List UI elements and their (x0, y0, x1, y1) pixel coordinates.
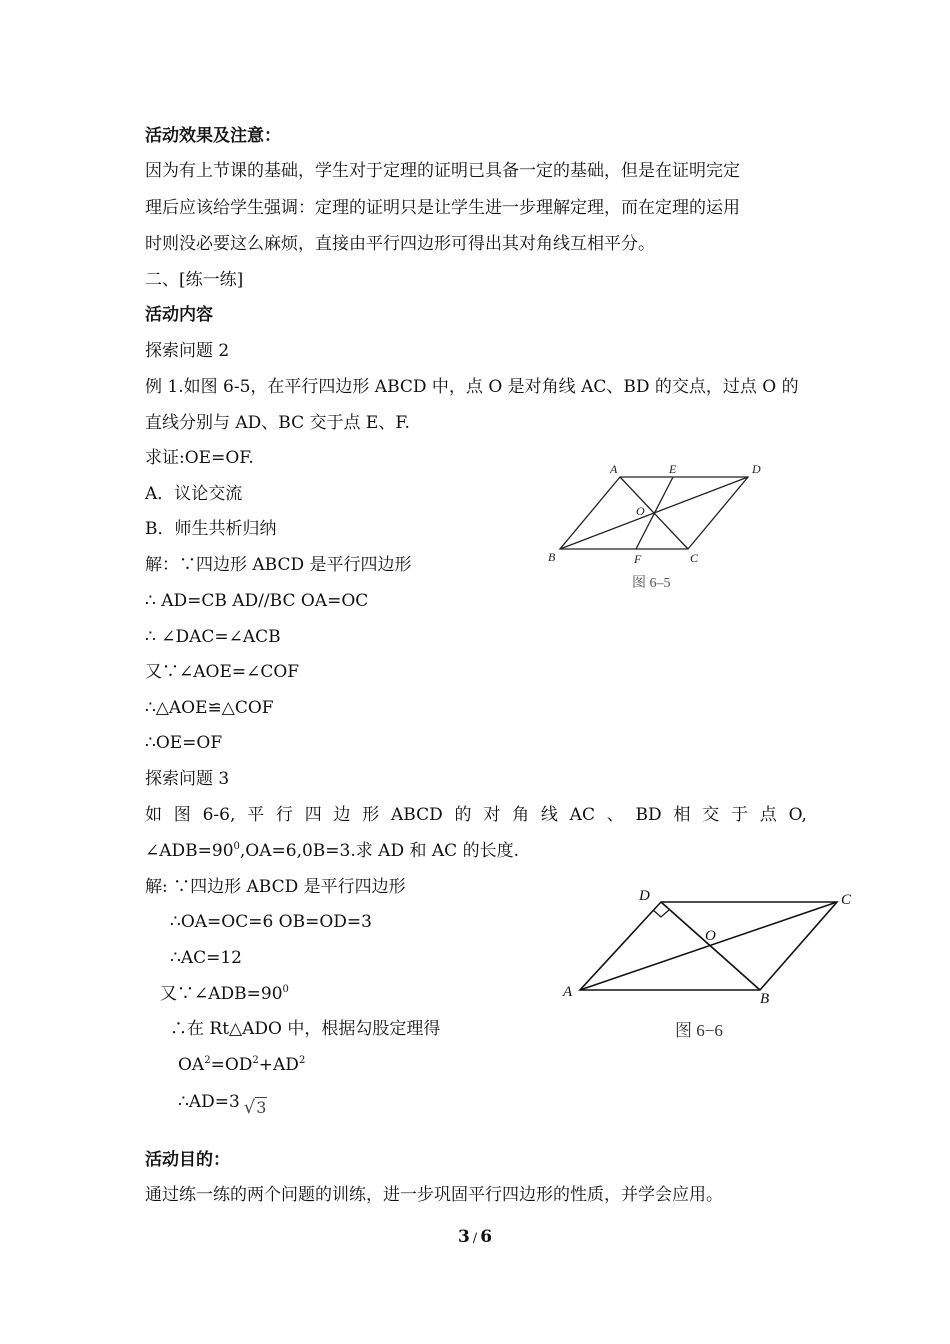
problem-title-3: 探索问题 3 (145, 769, 230, 789)
heading-effect-notes: 活动效果及注意： (145, 126, 281, 146)
label-b: B (760, 991, 770, 1007)
label-f: F (634, 552, 642, 566)
heading-activity-purpose: 活动目的： (145, 1150, 230, 1170)
step-b: B．师生共析归纳 (145, 519, 277, 539)
label-a: A (610, 462, 618, 476)
solution-line: 又$\because\angle ADB=90^0$ (160, 984, 289, 1004)
problem-3-text-cont: $\angle ADB=90^0,OA=6,0B=3$.求 AD 和 AC 的长度. (145, 841, 519, 861)
label-d: D (639, 888, 650, 904)
solution-line: ∴AC=12 (170, 948, 242, 968)
solution-line: ∴△AOE≌△COF (145, 698, 274, 718)
figure-6-5-caption: 图 6–5 (632, 576, 671, 591)
paragraph-line: 因为有上节课的基础，学生对于定理的证明已具备一定的基础，但是在证明完定 (145, 161, 740, 181)
figure-6-5 (540, 455, 780, 599)
problem-3-text: 如 图 6-6, 平 行 四 边 形 ABCD 的 对 角 线 AC 、 BD 相 交 于 点 O, (145, 805, 807, 825)
label-d: D (752, 462, 761, 476)
solution-line: ∴ ∠DAC=∠ACB (145, 627, 281, 647)
example-1-text: 例 1.如图 6-5，在平行四边形 ABCD 中，点 O 是对角线 AC、BD 的交点，过点 O 的 (145, 377, 799, 397)
solution-line: 又∵∠AOE=∠COF (145, 662, 300, 682)
right-angle-mark (653, 910, 669, 917)
label-b: B (548, 550, 556, 564)
paragraph-line: 时则没必要这么麻烦，直接由平行四边形可得出其对角线互相平分。 (145, 234, 655, 254)
label-c: C (690, 551, 699, 565)
label-o: O (636, 504, 645, 518)
solution-line: ∴OA=OC=6 OB=OD=3 (170, 912, 372, 932)
label-o: O (705, 928, 716, 944)
label-e: E (669, 462, 677, 476)
solution-line: ∴OE=OF (145, 733, 223, 753)
step-a: A．议论交流 (145, 484, 243, 504)
solution-line: 解：∵四边形 ABCD 是平行四边形 (145, 555, 412, 575)
example-1-text-cont: 直线分别与 AD、BC 交于点 E、F. (145, 413, 410, 433)
solution-line: 解: ∵四边形 ABCD 是平行四边形 (145, 877, 406, 897)
diagonal-bd (661, 902, 760, 990)
figure-6-6-caption: 图 6−6 (675, 1021, 723, 1040)
pythagoras-equation: $OA^2=OD^2+AD^2$ (178, 1055, 306, 1075)
label-a: A (563, 984, 573, 1000)
page-number: 3 / 6 (457, 1227, 493, 1247)
section-heading-practice: 二、[练一练] (145, 270, 244, 290)
solution-line: ∴ AD=CB AD//BC OA=OC (145, 591, 369, 611)
prove-statement: 求证:OE=OF. (145, 448, 254, 468)
problem-title-2: 探索问题 2 (145, 341, 230, 361)
solution-line: ∴在 Rt△ADO 中，根据勾股定理得 (170, 1019, 441, 1039)
label-c: C (841, 892, 852, 908)
figure-6-5-diagram (540, 455, 780, 595)
paragraph-line: 通过练一练的两个问题的训练，进一步巩固平行四边形的性质，并学会应用。 (145, 1185, 723, 1205)
solution-result: ∴AD=3 √3 (178, 1092, 267, 1118)
figure-6-6 (555, 880, 865, 1054)
paragraph-line: 理后应该给学生强调：定理的证明只是让学生进一步理解定理，而在定理的运用 (145, 198, 740, 218)
figure-6-6-diagram (555, 880, 865, 1050)
square-root: √3 (243, 1097, 267, 1118)
heading-activity-content: 活动内容 (145, 305, 213, 325)
